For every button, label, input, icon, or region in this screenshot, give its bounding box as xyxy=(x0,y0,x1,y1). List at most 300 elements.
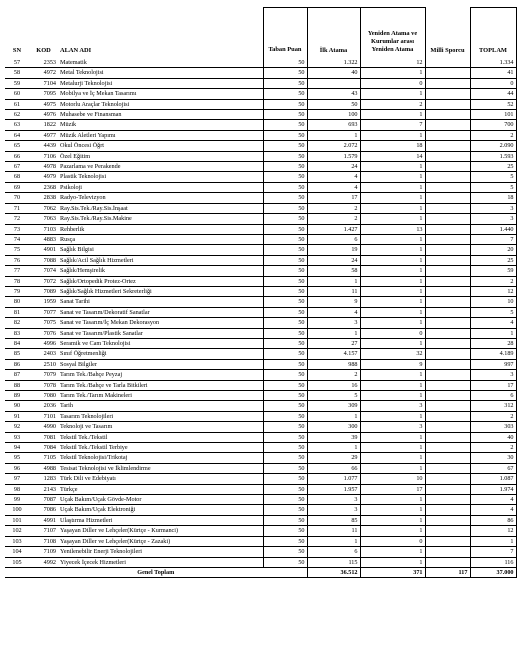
table-row xyxy=(5,224,516,234)
cell-toplam: 17 xyxy=(470,380,516,390)
cell-sn: 92 xyxy=(5,422,29,432)
cell-ilk-atama: 2.072 xyxy=(307,141,360,151)
cell-kod: 7076 xyxy=(29,328,58,338)
cell-milli-sporcu xyxy=(425,370,470,380)
cell-ilk-atama: 40 xyxy=(307,68,360,78)
table-row xyxy=(5,130,516,140)
cell-sn: 83 xyxy=(5,328,29,338)
cell-milli-sporcu xyxy=(425,338,470,348)
cell-ilk-atama: 85 xyxy=(307,515,360,525)
table-body xyxy=(5,58,516,567)
cell-yeniden-atama: 1 xyxy=(360,391,425,401)
table-row xyxy=(5,203,516,213)
table-row xyxy=(5,349,516,359)
cell-ilk-atama: 693 xyxy=(307,120,360,130)
cell-toplam: 4 xyxy=(470,318,516,328)
cell-taban-puan: 50 xyxy=(263,58,307,68)
cell-ilk-atama: 27 xyxy=(307,338,360,348)
cell-sn: 99 xyxy=(5,495,29,505)
cell-alan-adi: Matematik xyxy=(58,58,263,68)
cell-kod: 2368 xyxy=(29,182,58,192)
cell-yeniden-atama: 13 xyxy=(360,224,425,234)
cell-milli-sporcu xyxy=(425,391,470,401)
table-row xyxy=(5,141,516,151)
cell-milli-sporcu xyxy=(425,515,470,525)
cell-ilk-atama: 2 xyxy=(307,203,360,213)
cell-sn: 66 xyxy=(5,151,29,161)
cell-alan-adi: Sağlık/Sağlık Hizmetleri Sekreterliği xyxy=(58,286,263,296)
cell-sn: 71 xyxy=(5,203,29,213)
cell-yeniden-atama: 1 xyxy=(360,505,425,515)
cell-ilk-atama: 17 xyxy=(307,193,360,203)
cell-alan-adi: Rusça xyxy=(58,234,263,244)
cell-sn: 87 xyxy=(5,370,29,380)
cell-ilk-atama: 4 xyxy=(307,307,360,317)
cell-kod: 7072 xyxy=(29,276,58,286)
table-row xyxy=(5,162,516,172)
table-row xyxy=(5,266,516,276)
cell-ilk-atama: 24 xyxy=(307,255,360,265)
cell-milli-sporcu xyxy=(425,547,470,557)
cell-alan-adi: Sanat ve Tasarım/Dekoratif Sanatlar xyxy=(58,307,263,317)
cell-ilk-atama: 1 xyxy=(307,536,360,546)
cell-toplam: 2 xyxy=(470,411,516,421)
cell-alan-adi: Tarım Tek./Bahçe Peyzaj xyxy=(58,370,263,380)
cell-yeniden-atama: 1 xyxy=(360,557,425,567)
cell-ilk-atama: 3 xyxy=(307,495,360,505)
cell-alan-adi: Türkçe xyxy=(58,484,263,494)
cell-toplam: 5 xyxy=(470,172,516,182)
cell-taban-puan: 50 xyxy=(263,99,307,109)
cell-milli-sporcu xyxy=(425,401,470,411)
cell-taban-puan: 50 xyxy=(263,214,307,224)
header-taban-puan-label: Taban Puan xyxy=(268,46,302,53)
cell-taban-puan: 50 xyxy=(263,130,307,140)
cell-ilk-atama: 16 xyxy=(307,380,360,390)
cell-milli-sporcu xyxy=(425,286,470,296)
header-sn: SN xyxy=(12,47,22,54)
cell-sn: 78 xyxy=(5,276,29,286)
cell-milli-sporcu xyxy=(425,276,470,286)
cell-kod: 2510 xyxy=(29,359,58,369)
total-milli-sporcu: 117 xyxy=(425,567,470,577)
cell-ilk-atama: 309 xyxy=(307,401,360,411)
cell-kod: 7088 xyxy=(29,255,58,265)
cell-taban-puan: 50 xyxy=(263,224,307,234)
cell-kod: 1283 xyxy=(29,474,58,484)
cell-sn: 97 xyxy=(5,474,29,484)
cell-alan-adi: Metal Teknolojisi xyxy=(58,68,263,78)
cell-taban-puan: 50 xyxy=(263,370,307,380)
cell-alan-adi: Özel Eğitim xyxy=(58,151,263,161)
cell-yeniden-atama: 1 xyxy=(360,130,425,140)
cell-alan-adi: Ray.Sis.Tek./Ray.Sis.İnşaat xyxy=(58,203,263,213)
cell-ilk-atama: 1.077 xyxy=(307,474,360,484)
cell-alan-adi: Sağlık/Hemşirelik xyxy=(58,266,263,276)
cell-alan-adi: Tarih xyxy=(58,401,263,411)
cell-taban-puan: 50 xyxy=(263,557,307,567)
cell-toplam: 44 xyxy=(470,89,516,99)
cell-alan-adi: Okul Öncesi Öğrt xyxy=(58,141,263,151)
cell-toplam: 997 xyxy=(470,359,516,369)
cell-ilk-atama: 24 xyxy=(307,162,360,172)
cell-alan-adi: Teknoloji ve Tasarım xyxy=(58,422,263,432)
total-row xyxy=(5,567,516,577)
cell-kod: 7063 xyxy=(29,214,58,224)
cell-sn: 103 xyxy=(5,536,29,546)
cell-ilk-atama: 2 xyxy=(307,370,360,380)
cell-kod: 2403 xyxy=(29,349,58,359)
cell-taban-puan: 50 xyxy=(263,234,307,244)
cell-taban-puan: 50 xyxy=(263,411,307,421)
cell-ilk-atama: 6 xyxy=(307,234,360,244)
cell-ilk-atama: 11 xyxy=(307,286,360,296)
cell-toplam: 12 xyxy=(470,286,516,296)
cell-milli-sporcu xyxy=(425,214,470,224)
cell-taban-puan: 50 xyxy=(263,359,307,369)
cell-kod: 7078 xyxy=(29,380,58,390)
header-milli-sporcu: Milli Sporcu xyxy=(430,47,465,54)
cell-kod: 7109 xyxy=(29,547,58,557)
cell-taban-puan: 50 xyxy=(263,422,307,432)
table-row xyxy=(5,58,516,68)
cell-sn: 95 xyxy=(5,453,29,463)
table-row xyxy=(5,474,516,484)
cell-sn: 79 xyxy=(5,286,29,296)
cell-sn: 68 xyxy=(5,172,29,182)
cell-milli-sporcu xyxy=(425,245,470,255)
cell-taban-puan: 50 xyxy=(263,474,307,484)
cell-alan-adi: Sosyal Bilgiler xyxy=(58,359,263,369)
cell-sn: 64 xyxy=(5,130,29,140)
cell-yeniden-atama: 1 xyxy=(360,297,425,307)
cell-toplam: 5 xyxy=(470,182,516,192)
cell-toplam: 30 xyxy=(470,453,516,463)
cell-ilk-atama: 300 xyxy=(307,422,360,432)
table-row xyxy=(5,151,516,161)
cell-milli-sporcu xyxy=(425,266,470,276)
table-row xyxy=(5,110,516,120)
cell-toplam: 4 xyxy=(470,495,516,505)
table-row xyxy=(5,307,516,317)
cell-yeniden-atama: 1 xyxy=(360,255,425,265)
cell-kod: 7108 xyxy=(29,536,58,546)
header-yeniden-atama-label: Yeniden Atama ve Kurumlar arası Yeniden Atama xyxy=(367,30,418,53)
cell-yeniden-atama: 1 xyxy=(360,338,425,348)
cell-alan-adi: Motorlu Araçlar Teknolojisi xyxy=(58,99,263,109)
cell-taban-puan: 50 xyxy=(263,141,307,151)
cell-yeniden-atama: 3 xyxy=(360,422,425,432)
cell-toplam: 3 xyxy=(470,203,516,213)
cell-taban-puan: 50 xyxy=(263,286,307,296)
cell-yeniden-atama: 0 xyxy=(360,328,425,338)
cell-ilk-atama: 66 xyxy=(307,463,360,473)
cell-milli-sporcu xyxy=(425,172,470,182)
cell-toplam: 2 xyxy=(470,130,516,140)
cell-toplam: 116 xyxy=(470,557,516,567)
cell-alan-adi: Müzik Aletleri Yapımı xyxy=(58,130,263,140)
cell-kod: 4972 xyxy=(29,68,58,78)
cell-milli-sporcu xyxy=(425,110,470,120)
cell-milli-sporcu xyxy=(425,151,470,161)
table-row xyxy=(5,463,516,473)
table-row xyxy=(5,338,516,348)
table-row xyxy=(5,234,516,244)
cell-taban-puan: 50 xyxy=(263,443,307,453)
cell-kod: 7081 xyxy=(29,432,58,442)
table-row xyxy=(5,422,516,432)
cell-milli-sporcu xyxy=(425,120,470,130)
cell-kod: 4978 xyxy=(29,162,58,172)
cell-toplam: 28 xyxy=(470,338,516,348)
cell-sn: 81 xyxy=(5,307,29,317)
cell-alan-adi: Mobilya ve İç Mekan Tasarımı xyxy=(58,89,263,99)
cell-alan-adi: Tekstil Tek./Tekstil Terbiye xyxy=(58,443,263,453)
cell-sn: 82 xyxy=(5,318,29,328)
cell-taban-puan: 50 xyxy=(263,401,307,411)
cell-sn: 74 xyxy=(5,234,29,244)
cell-toplam: 3 xyxy=(470,214,516,224)
cell-sn: 84 xyxy=(5,338,29,348)
cell-kod: 4979 xyxy=(29,172,58,182)
table-row xyxy=(5,515,516,525)
cell-taban-puan: 50 xyxy=(263,505,307,515)
cell-toplam: 700 xyxy=(470,120,516,130)
cell-milli-sporcu xyxy=(425,328,470,338)
cell-milli-sporcu xyxy=(425,359,470,369)
cell-milli-sporcu xyxy=(425,495,470,505)
cell-kod: 2353 xyxy=(29,58,58,68)
cell-kod: 7079 xyxy=(29,370,58,380)
cell-taban-puan: 50 xyxy=(263,266,307,276)
cell-kod: 7104 xyxy=(29,78,58,88)
table-row xyxy=(5,245,516,255)
cell-ilk-atama: 1.322 xyxy=(307,58,360,68)
cell-toplam: 3 xyxy=(470,370,516,380)
cell-sn: 69 xyxy=(5,182,29,192)
cell-milli-sporcu xyxy=(425,255,470,265)
cell-kod: 4439 xyxy=(29,141,58,151)
cell-milli-sporcu xyxy=(425,89,470,99)
cell-yeniden-atama: 2 xyxy=(360,99,425,109)
cell-taban-puan: 50 xyxy=(263,495,307,505)
cell-sn: 101 xyxy=(5,515,29,525)
cell-toplam: 7 xyxy=(470,547,516,557)
cell-sn: 77 xyxy=(5,266,29,276)
cell-milli-sporcu xyxy=(425,380,470,390)
cell-milli-sporcu xyxy=(425,203,470,213)
cell-toplam: 25 xyxy=(470,162,516,172)
total-ilk-atama: 36.512 xyxy=(307,567,360,577)
cell-kod: 7105 xyxy=(29,453,58,463)
cell-sn: 60 xyxy=(5,89,29,99)
cell-toplam: 67 xyxy=(470,463,516,473)
cell-alan-adi: Sağlık/Ortopedik Protez-Ortez xyxy=(58,276,263,286)
cell-yeniden-atama: 32 xyxy=(360,349,425,359)
cell-yeniden-atama: 0 xyxy=(360,536,425,546)
cell-toplam: 1 xyxy=(470,536,516,546)
cell-alan-adi: Plastik Teknolojisi xyxy=(58,172,263,182)
cell-yeniden-atama: 1 xyxy=(360,110,425,120)
placement-table xyxy=(5,7,517,578)
cell-toplam: 4 xyxy=(470,505,516,515)
cell-sn: 61 xyxy=(5,99,29,109)
table-row xyxy=(5,484,516,494)
cell-yeniden-atama: 1 xyxy=(360,453,425,463)
table-row xyxy=(5,328,516,338)
cell-sn: 105 xyxy=(5,557,29,567)
cell-sn: 91 xyxy=(5,411,29,421)
cell-toplam: 5 xyxy=(470,307,516,317)
cell-taban-puan: 50 xyxy=(263,203,307,213)
cell-yeniden-atama: 1 xyxy=(360,172,425,182)
table-row xyxy=(5,526,516,536)
table-row xyxy=(5,547,516,557)
cell-sn: 102 xyxy=(5,526,29,536)
cell-yeniden-atama: 1 xyxy=(360,411,425,421)
cell-kod: 2036 xyxy=(29,401,58,411)
cell-kod: 4901 xyxy=(29,245,58,255)
table-row xyxy=(5,505,516,515)
cell-yeniden-atama: 1 xyxy=(360,276,425,286)
cell-taban-puan: 50 xyxy=(263,68,307,78)
cell-kod: 7074 xyxy=(29,266,58,276)
cell-kod: 7062 xyxy=(29,203,58,213)
cell-sn: 90 xyxy=(5,401,29,411)
cell-yeniden-atama: 1 xyxy=(360,214,425,224)
cell-yeniden-atama: 1 xyxy=(360,443,425,453)
cell-taban-puan: 50 xyxy=(263,89,307,99)
cell-taban-puan: 50 xyxy=(263,307,307,317)
cell-kod: 7106 xyxy=(29,151,58,161)
cell-toplam: 59 xyxy=(470,266,516,276)
header-alan-adi: ALAN ADI xyxy=(60,47,92,54)
header-kod: KOD xyxy=(36,47,51,54)
table-row xyxy=(5,214,516,224)
cell-alan-adi: Sanat Tarihi xyxy=(58,297,263,307)
cell-ilk-atama: 6 xyxy=(307,547,360,557)
cell-kod: 2143 xyxy=(29,484,58,494)
cell-toplam: 25 xyxy=(470,255,516,265)
cell-yeniden-atama: 1 xyxy=(360,193,425,203)
cell-taban-puan: 50 xyxy=(263,338,307,348)
table-row xyxy=(5,172,516,182)
cell-ilk-atama: 1.579 xyxy=(307,151,360,161)
cell-yeniden-atama: 1 xyxy=(360,266,425,276)
cell-yeniden-atama: 0 xyxy=(360,78,425,88)
cell-alan-adi: Türk Dili ve Edebiyatı xyxy=(58,474,263,484)
cell-taban-puan: 50 xyxy=(263,349,307,359)
cell-alan-adi: Rehberlik xyxy=(58,224,263,234)
cell-alan-adi: Müzik xyxy=(58,120,263,130)
cell-yeniden-atama: 1 xyxy=(360,495,425,505)
cell-toplam: 12 xyxy=(470,526,516,536)
cell-sn: 67 xyxy=(5,162,29,172)
cell-taban-puan: 50 xyxy=(263,172,307,182)
cell-ilk-atama: 115 xyxy=(307,557,360,567)
cell-milli-sporcu xyxy=(425,463,470,473)
table-row xyxy=(5,318,516,328)
cell-sn: 96 xyxy=(5,463,29,473)
table-row xyxy=(5,68,516,78)
table-row xyxy=(5,193,516,203)
table-row xyxy=(5,286,516,296)
cell-kod: 7103 xyxy=(29,224,58,234)
cell-alan-adi: Muhasebe ve Finansman xyxy=(58,110,263,120)
cell-yeniden-atama: 1 xyxy=(360,68,425,78)
cell-toplam: 52 xyxy=(470,99,516,109)
cell-milli-sporcu xyxy=(425,99,470,109)
header-taban-puan xyxy=(263,8,307,59)
cell-kod: 4988 xyxy=(29,463,58,473)
cell-alan-adi: Yiyecek İçecek Hizmetleri xyxy=(58,557,263,567)
cell-ilk-atama: 50 xyxy=(307,99,360,109)
cell-milli-sporcu xyxy=(425,297,470,307)
cell-toplam: 1.593 xyxy=(470,151,516,161)
cell-yeniden-atama: 1 xyxy=(360,515,425,525)
cell-yeniden-atama: 1 xyxy=(360,162,425,172)
table-row xyxy=(5,78,516,88)
cell-kod: 4990 xyxy=(29,422,58,432)
cell-milli-sporcu xyxy=(425,484,470,494)
table-row xyxy=(5,255,516,265)
cell-sn: 63 xyxy=(5,120,29,130)
cell-milli-sporcu xyxy=(425,234,470,244)
cell-yeniden-atama: 1 xyxy=(360,370,425,380)
cell-toplam: 10 xyxy=(470,297,516,307)
cell-kod: 7087 xyxy=(29,495,58,505)
cell-toplam: 2.090 xyxy=(470,141,516,151)
cell-sn: 57 xyxy=(5,58,29,68)
cell-ilk-atama: 1 xyxy=(307,276,360,286)
cell-sn: 75 xyxy=(5,245,29,255)
cell-kod: 1959 xyxy=(29,297,58,307)
cell-taban-puan: 50 xyxy=(263,120,307,130)
cell-toplam: 86 xyxy=(470,515,516,525)
cell-sn: 65 xyxy=(5,141,29,151)
cell-milli-sporcu xyxy=(425,193,470,203)
cell-milli-sporcu xyxy=(425,557,470,567)
cell-yeniden-atama: 1 xyxy=(360,89,425,99)
cell-ilk-atama: 29 xyxy=(307,453,360,463)
cell-ilk-atama: 100 xyxy=(307,110,360,120)
cell-yeniden-atama: 1 xyxy=(360,203,425,213)
cell-toplam: 6 xyxy=(470,391,516,401)
table-row xyxy=(5,557,516,567)
total-toplam: 37.000 xyxy=(470,567,516,577)
cell-taban-puan: 50 xyxy=(263,193,307,203)
cell-milli-sporcu xyxy=(425,432,470,442)
cell-alan-adi: Sınıf Öğretmenliği xyxy=(58,349,263,359)
cell-yeniden-atama: 1 xyxy=(360,432,425,442)
cell-sn: 80 xyxy=(5,297,29,307)
table-row xyxy=(5,276,516,286)
cell-taban-puan: 50 xyxy=(263,78,307,88)
cell-yeniden-atama: 1 xyxy=(360,307,425,317)
cell-kod: 4992 xyxy=(29,557,58,567)
table-header-row xyxy=(5,8,516,59)
cell-alan-adi: Tarım Tek./Tarım Makineleri xyxy=(58,391,263,401)
cell-kod: 7086 xyxy=(29,505,58,515)
cell-sn: 73 xyxy=(5,224,29,234)
cell-kod: 2838 xyxy=(29,193,58,203)
cell-yeniden-atama: 7 xyxy=(360,120,425,130)
cell-ilk-atama: 1 xyxy=(307,443,360,453)
cell-milli-sporcu xyxy=(425,58,470,68)
cell-sn: 76 xyxy=(5,255,29,265)
cell-kod: 1822 xyxy=(29,120,58,130)
table-row xyxy=(5,391,516,401)
